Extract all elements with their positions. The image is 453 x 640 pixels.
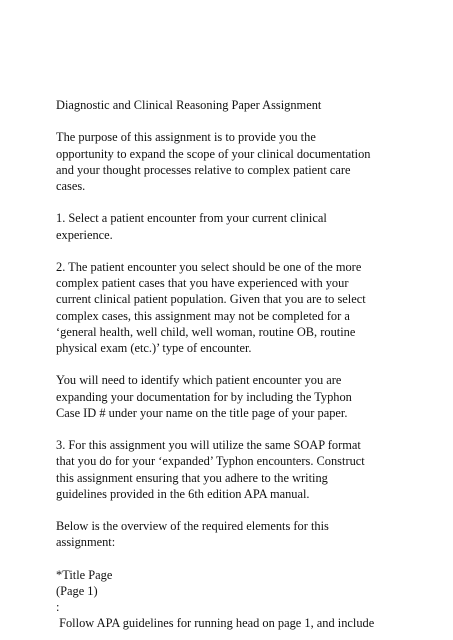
identify-line: expanding your documentation for by including the Typhon [56,389,352,404]
intro-line: opportunity to expand the scope of your clinical documentation [56,146,371,161]
item-2-line: 2. The patient encounter you select should be one of the more [56,259,362,274]
title-page-heading: *Title Page [56,567,113,582]
identify-line: Case ID # under your name on the title page of your paper. [56,405,348,420]
title-page-colon: : [56,600,60,615]
item-2-line: current clinical patient population. Given that you are to select [56,292,366,307]
identify-paragraph [56,372,416,421]
item-1-line: experience. [56,227,113,242]
title-page-page-note: (Page 1) [56,583,98,598]
item-3-line: that you do for your ‘expanded’ Typhon encounters. Construct [56,454,365,469]
intro-line: The purpose of this assignment is to provide you the [56,130,316,145]
intro-line: and your thought processes relative to complex patient care [56,162,351,177]
title-line: Diagnostic and Clinical Reasoning Paper Assignment [56,98,322,112]
item-3-line: 3. For this assignment you will utilize the same SOAP format [56,438,361,453]
intro-paragraph [56,129,416,194]
title-page-section [56,567,416,632]
intro-line: cases. [56,179,86,193]
title-page-instruction: Follow APA guidelines for running head on page 1, and include [56,616,375,631]
item-2-line: complex patient cases that you have experienced with your [56,276,349,291]
overview-line: assignment: [56,535,116,550]
item-1-paragraph [56,210,416,242]
item-3-line: this assignment ensuring that you adhere to the writing [56,470,328,485]
item-1-line: 1. Select a patient encounter from your current clinical [56,211,327,226]
item-3-paragraph [56,437,416,502]
item-2-line: complex cases, this assignment may not be completed for a [56,308,350,323]
item-2-line: physical exam (etc.)’ type of encounter. [56,341,252,355]
item-2-line: ‘general health, well child, well woman, routine OB, routine [56,324,356,339]
overview-line: Below is the overview of the required elements for this [56,519,329,534]
item-3-line: guidelines provided in the 6th edition APA manual. [56,486,310,501]
document-body [56,97,416,632]
overview-paragraph [56,518,416,550]
item-2-paragraph [56,259,416,356]
identify-line: You will need to identify which patient encounter you are [56,373,342,388]
document-title [56,97,416,113]
